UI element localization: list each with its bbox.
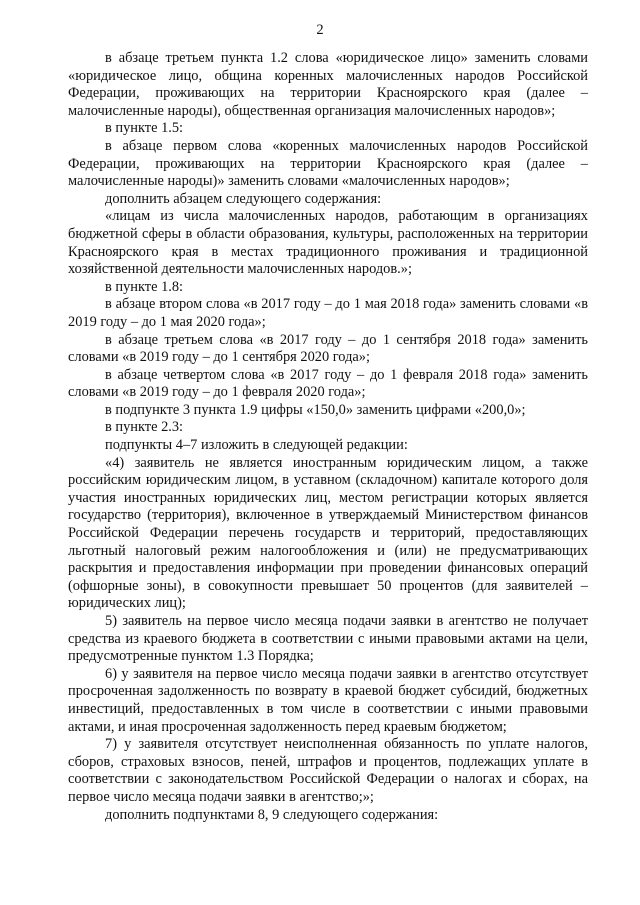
paragraph: 5) заявитель на первое число месяца подачи заявки в агентство не получает средства из краевого бюджета в соответствии с иными правовыми актами на цели, предусмотренные пунктом 1.3 Порядка;: [68, 613, 588, 665]
paragraph: «4) заявитель не является иностранным юридическим лицом, а также российским юридическим лицом, в уставном (складочном) капитале которого доля участия иностранных юридических лиц, местом регистрации которых является государство (территория), включенное в утверждаемый Министерством финансов Российской Федерации перечень государств и территорий, предоставляющих льготный налоговый режим налогообложения и (или) не предусматривающих раскрытия и предоставления информации при проведении финансовых операций (офшорные зоны), в совокупности превышает 50 процентов (для заявителей – юридических лиц);: [68, 454, 588, 612]
paragraph: в пункте 1.8:: [105, 278, 184, 295]
paragraph: в пункте 2.3:: [105, 419, 184, 436]
document-body: [68, 50, 588, 824]
paragraph: дополнить абзацем следующего содержания:: [105, 190, 382, 207]
paragraph: 6) у заявителя на первое число месяца подачи заявки в агентство отсутствует просроченная задолженность по возврату в краевой бюджет субсидий, бюджетных инвестиций, предоставленных в том числе в соответствии с иными правовыми актами, и иная просроченная задолженность перед краевым бюджетом;: [68, 665, 588, 735]
paragraph: в абзаце втором слова «в 2017 году – до 1 мая 2018 года» заменить словами «в 2019 году – до 1 мая 2020 года»;: [68, 296, 588, 330]
paragraph: «лицам из числа малочисленных народов, работающим в организациях бюджетной сферы в области образования, культуры, расположенных на территории Красноярского края в местах традиционного проживания и традиционной хозяйственной деятельности малочисленных народов.»;: [68, 208, 588, 278]
paragraph: дополнить подпунктами 8, 9 следующего содержания:: [105, 806, 439, 823]
paragraph: в абзаце первом слова «коренных малочисленных народов Российской Федерации, проживающих на территории Красноярского края (далее – малочисленные народы)» заменить словами «малочисленных народов»;: [68, 137, 588, 190]
paragraph: в подпункте 3 пункта 1.9 цифры «150,0» заменить цифрами «200,0»;: [105, 401, 526, 418]
paragraph: подпункты 4–7 изложить в следующей редакции:: [105, 437, 408, 454]
paragraph: 7) у заявителя отсутствует неисполненная обязанность по уплате налогов, сборов, страховых взносов, пеней, штрафов и процентов, подлежащих уплате в соответствии с законодательством Российской Федерации о налогах и сборах, на первое число месяца подачи заявки в агентство;»;: [68, 736, 588, 805]
paragraph: в абзаце третьем пункта 1.2 слова «юридическое лицо» заменить словами «юридическое лицо, община коренных малочисленных народов Российской Федерации, проживающих на территории Красноярского края (далее – малочисленные народы), общественная организация малочисленных народов»;: [68, 50, 588, 119]
paragraph: в абзаце третьем слова «в 2017 году – до 1 сентября 2018 года» заменить словами «в 2019 году – до 1 сентября 2020 года»;: [68, 331, 588, 366]
page-number: 2: [316, 22, 324, 38]
paragraph: в пункте 1.5:: [105, 120, 184, 137]
paragraph: в абзаце четвертом слова «в 2017 году – до 1 февраля 2018 года» заменить словами «в 2019 году – до 1 февраля 2020 года»;: [68, 366, 588, 401]
